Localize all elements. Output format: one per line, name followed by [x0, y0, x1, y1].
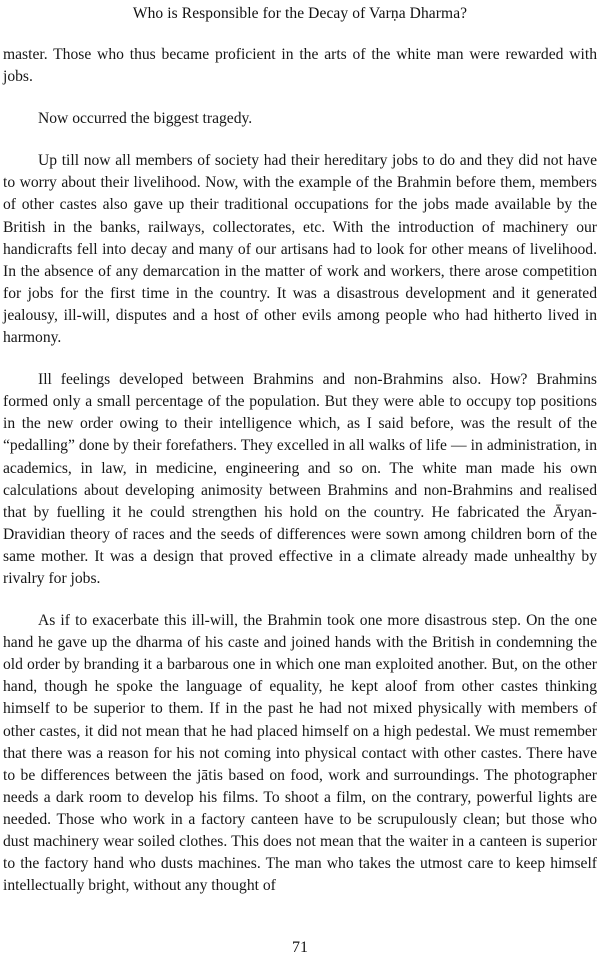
page-body	[3, 44, 597, 917]
page-number: 71	[292, 939, 308, 956]
paragraph: As if to exacerbate this ill-will, the Brahmin took one more disastrous step. On the one hand he gave up the dharma of his caste and joined hands with the British in condemning the old order by branding it a barbarous one in which one man exploited another. But, on the other hand, though he spoke the language of equality, he kept aloof from other castes thinking himself to be superior to them. If in the past he had not mixed physically with members of other castes, it did not mean that he had placed himself on a high pedestal. We must remember that there was a reason for his not coming into physical contact with other castes. There have to be differences between the jātis based on food, work and surroundings. The photographer needs a dark room to develop his films. To shoot a film, on the contrary, powerful lights are needed. Those who work in a factory canteen have to be scrupulously clean; but those who dust machinery wear soiled clothes. This does not mean that the waiter in a canteen is superior to the factory hand who dusts machines. The man who takes the utmost care to keep himself intellectually bright, without any thought of	[3, 612, 597, 895]
paragraph: Now occurred the biggest tragedy.	[38, 110, 253, 128]
running-head: Who is Responsible for the Decay of Varṇa Dharma?	[132, 5, 468, 22]
paragraph: Ill feelings developed between Brahmins and non-Brahmins also. How? Brahmins formed only a small percentage of the population. But they were able to occupy top positions in the new order owing to their intelligence which, as I said before, was the result of the “pedalling” done by their forefathers. They excelled in all walks of life — in administration, in academics, in law, in medicine, engineering and so on. The white man made his own calculations about developing animosity between Brahmins and non-Brahmins and realised that by fuelling it he could strengthen his hold on the country. He fabricated the Āryan-Dravidian theory of races and the seeds of differences were sown among children born of the same mother. It was a design that proved effective in a climate already made unhealthy by rivalry for jobs.	[3, 371, 597, 587]
paragraph: Up till now all members of society had their hereditary jobs to do and they did not have to worry about their livelihood. Now, with the example of the Brahmin before them, members of other castes also gave up their traditional occupations for the jobs made available by the British in the banks, railways, collectorates, etc. With the introduction of machinery our handicrafts fell into decay and many of our artisans had to look for other means of livelihood. In the absence of any demarcation in the matter of work and workers, there arose competition for jobs for the first time in the country. It was a disastrous development and it generated jealousy, ill-will, disputes and a host of other evils among people who had hitherto lived in harmony.	[3, 152, 597, 347]
paragraph-continued: master. Those who thus became proficient in the arts of the white man were rewarded with jobs.	[3, 46, 597, 86]
